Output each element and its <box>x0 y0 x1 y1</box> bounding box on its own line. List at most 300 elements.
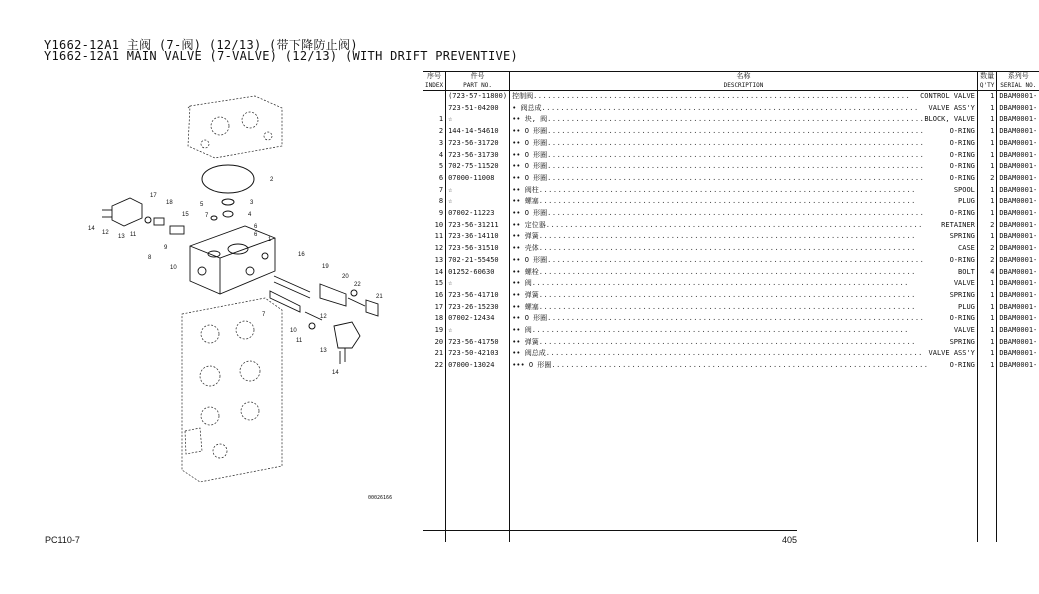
row-description <box>510 302 978 314</box>
table-row <box>423 360 1039 372</box>
row-part-number: ☆ <box>446 196 510 208</box>
row-description <box>510 243 978 255</box>
row-index: 17 <box>423 302 446 314</box>
row-serial-number: DBAM0001- <box>999 209 1038 218</box>
leader-dots <box>539 290 950 302</box>
row-index: 11 <box>423 231 446 243</box>
table-row <box>423 185 1039 197</box>
table-row <box>423 161 1039 173</box>
row-index: 14 <box>423 267 446 279</box>
callout-label: 2 <box>270 177 274 183</box>
row-index: 20 <box>423 337 446 349</box>
row-description <box>510 103 978 115</box>
row-part-number: 723-51-04200 <box>446 103 510 115</box>
row-part-number: 723-56-31730 <box>446 150 510 162</box>
row-description <box>510 290 978 302</box>
table-row <box>423 267 1039 279</box>
row-name-en: O-RING <box>949 255 975 264</box>
description-wrap <box>512 185 975 197</box>
callout-label: 10 <box>290 328 297 334</box>
header-desc-cn: 名称 <box>736 72 751 80</box>
callout-label: 1 <box>268 237 272 243</box>
header-quantity <box>977 72 996 91</box>
row-index: 1 <box>423 114 446 126</box>
row-description <box>510 208 978 220</box>
row-serial-number: DBAM0001- <box>999 255 1038 264</box>
row-name-en: VALVE ASS'Y <box>928 103 975 112</box>
description-wrap <box>512 161 975 173</box>
row-quantity: 1 <box>977 231 996 243</box>
row-name-cn: •• 块, 阀 <box>512 115 548 124</box>
row-description <box>510 278 978 290</box>
row-name-cn: •• 壳体 <box>512 244 539 253</box>
row-description <box>510 348 978 360</box>
row-index: 5 <box>423 161 446 173</box>
leader-dots <box>547 161 949 173</box>
leader-dots <box>539 231 950 243</box>
row-serial-number: DBAM0001- <box>999 138 1038 147</box>
row-index: 2 <box>423 126 446 138</box>
row-quantity: 1 <box>977 103 996 115</box>
leader-dots <box>547 126 949 138</box>
row-description <box>510 360 978 372</box>
row-index: 15 <box>423 278 446 290</box>
header-serial-no <box>997 72 1039 91</box>
row-part-number: 07000-11008 <box>446 173 510 185</box>
leader-dots <box>546 220 941 232</box>
header-serial-en: SERIAL NO. <box>1000 82 1037 89</box>
leader-dots <box>539 243 958 255</box>
row-quantity: 1 <box>977 91 996 103</box>
parts-list-table <box>423 71 1039 542</box>
header-index-en: INDEX <box>425 82 444 89</box>
table-row <box>423 196 1039 208</box>
row-index: 8 <box>423 196 446 208</box>
row-name-en: VALVE ASS'Y <box>928 349 975 358</box>
row-quantity: 1 <box>977 126 996 138</box>
leader-dots <box>539 302 958 314</box>
filler-cell <box>977 372 996 542</box>
row-part-number: ☆ <box>446 185 510 197</box>
leader-dots <box>546 348 929 360</box>
table-row <box>423 243 1039 255</box>
row-serial-number: DBAM0001- <box>999 267 1038 276</box>
description-wrap <box>512 290 975 302</box>
row-serial-number: DBAM0001- <box>999 127 1038 136</box>
callout-label: 14 <box>332 370 339 376</box>
callout-label: 8 <box>148 255 152 261</box>
row-name-en: CASE <box>958 244 975 253</box>
row-index: 16 <box>423 290 446 302</box>
row-description <box>510 138 978 150</box>
row-description <box>510 185 978 197</box>
part-callout-numbers <box>88 177 383 376</box>
upper-ghost-block <box>188 96 282 158</box>
row-description <box>510 161 978 173</box>
callout-label: 7 <box>262 312 266 318</box>
row-name-cn: •• 阀柱 <box>512 185 539 194</box>
table-header-row <box>423 72 1039 91</box>
table-row <box>423 325 1039 337</box>
row-serial-number: DBAM0001- <box>999 326 1038 335</box>
row-part-number: 144-14-54610 <box>446 126 510 138</box>
row-name-en: RETAINER <box>941 220 975 229</box>
row-name-en: SPOOL <box>953 185 975 194</box>
row-part-number: 07002-11223 <box>446 208 510 220</box>
row-name-cn: •• O 形圈 <box>512 127 548 136</box>
header-description <box>510 72 978 91</box>
row-description <box>510 114 978 126</box>
header-index-cn: 序号 <box>427 72 442 80</box>
callout-label: 18 <box>166 200 173 206</box>
callout-label: 14 <box>88 226 95 232</box>
description-wrap <box>512 348 975 360</box>
callout-label: 6 <box>254 232 258 238</box>
leader-dots <box>539 196 958 208</box>
row-name-en: BLOCK, VALVE <box>924 115 975 124</box>
row-serial-number: DBAM0001- <box>999 361 1038 370</box>
model-number: PC110-7 <box>45 535 80 545</box>
row-serial-number: DBAM0001- <box>999 290 1038 299</box>
description-wrap <box>512 126 975 138</box>
row-name-en: VALVE <box>953 279 975 288</box>
callout-label: 19 <box>322 264 329 270</box>
leader-dots <box>539 267 958 279</box>
table-row <box>423 337 1039 349</box>
row-description <box>510 325 978 337</box>
row-quantity: 2 <box>977 220 996 232</box>
row-name-en: O-RING <box>949 173 975 182</box>
row-description <box>510 196 978 208</box>
table-row <box>423 220 1039 232</box>
row-name-en: O-RING <box>949 314 975 323</box>
row-name-cn: •• O 形圈 <box>512 314 548 323</box>
row-quantity: 1 <box>977 348 996 360</box>
row-serial-number: DBAM0001- <box>999 314 1038 323</box>
row-name-en: O-RING <box>949 162 975 171</box>
leader-dots <box>547 313 949 325</box>
row-part-number: 07000-13024 <box>446 360 510 372</box>
leader-dots <box>539 185 954 197</box>
row-quantity: 4 <box>977 267 996 279</box>
leader-dots <box>547 173 949 185</box>
description-wrap <box>512 208 975 220</box>
description-wrap <box>512 313 975 325</box>
row-name-cn: •• 弹簧 <box>512 290 539 299</box>
row-serial-number: DBAM0001- <box>999 337 1038 346</box>
row-quantity: 1 <box>977 325 996 337</box>
row-name-cn: • 阀总成 <box>512 103 542 112</box>
page-number: 405 <box>782 535 798 545</box>
row-description <box>510 313 978 325</box>
header-part-cn: 件号 <box>470 72 485 80</box>
leader-dots <box>547 150 949 162</box>
row-serial-number: DBAM0001- <box>999 150 1038 159</box>
row-quantity: 1 <box>977 337 996 349</box>
row-name-en: O-RING <box>949 127 975 136</box>
row-part-number: 723-56-41710 <box>446 290 510 302</box>
row-part-number: 723-26-15230 <box>446 302 510 314</box>
row-serial-number: DBAM0001- <box>999 162 1038 171</box>
row-quantity: 1 <box>977 360 996 372</box>
exploded-parts-diagram <box>90 86 410 506</box>
row-quantity: 1 <box>977 196 996 208</box>
row-name-cn: •• 阀 <box>512 326 532 335</box>
leader-dots <box>539 337 950 349</box>
leader-dots <box>547 208 949 220</box>
row-serial-number: DBAM0001- <box>999 349 1038 358</box>
callout-label: 5 <box>200 202 204 208</box>
row-name-cn: •• O 形圈 <box>512 255 548 264</box>
row-serial-number: DBAM0001- <box>999 173 1038 182</box>
row-name-cn: •• 螺塞 <box>512 197 539 206</box>
table-row <box>423 114 1039 126</box>
callout-label: 11 <box>296 338 303 344</box>
row-name-cn: •• O 形圈 <box>512 173 548 182</box>
description-wrap <box>512 325 975 337</box>
description-wrap <box>512 231 975 243</box>
description-wrap <box>512 267 975 279</box>
row-description <box>510 91 978 103</box>
row-part-number: 723-56-31211 <box>446 220 510 232</box>
row-quantity: 1 <box>977 208 996 220</box>
row-name-en: BOLT <box>958 267 975 276</box>
table-row <box>423 208 1039 220</box>
valve-block-part <box>190 226 275 294</box>
row-description <box>510 220 978 232</box>
row-part-number: ☆ <box>446 114 510 126</box>
table-row <box>423 302 1039 314</box>
row-part-number: 723-36-14110 <box>446 231 510 243</box>
row-name-cn: •• O 形圈 <box>512 162 548 171</box>
header-part-en: PART NO. <box>463 82 493 89</box>
leader-dots <box>547 114 924 126</box>
callout-label: 7 <box>205 213 209 219</box>
table-row <box>423 231 1039 243</box>
row-index: 4 <box>423 150 446 162</box>
header-qty-en: Q'TY <box>979 82 995 89</box>
row-index <box>423 103 446 115</box>
header-serial-cn: 系列号 <box>1007 72 1029 80</box>
callout-label: 10 <box>170 265 177 271</box>
leader-dots <box>532 278 954 290</box>
row-index: 7 <box>423 185 446 197</box>
description-wrap <box>512 302 975 314</box>
row-quantity: 1 <box>977 278 996 290</box>
description-wrap <box>512 138 975 150</box>
filler-cell <box>446 372 510 542</box>
row-quantity: 1 <box>977 313 996 325</box>
row-name-cn: •• 阀 <box>512 279 532 288</box>
row-name-en: PLUG <box>958 302 975 311</box>
table-row <box>423 348 1039 360</box>
row-name-en: O-RING <box>949 138 975 147</box>
row-quantity: 1 <box>977 302 996 314</box>
row-index: 9 <box>423 208 446 220</box>
row-name-cn: •• 弹簧 <box>512 232 539 241</box>
row-serial-number: DBAM0001- <box>999 92 1038 100</box>
callout-label: 13 <box>118 234 125 240</box>
row-index: 10 <box>423 220 446 232</box>
description-wrap <box>512 196 975 208</box>
leader-dots <box>547 255 949 267</box>
row-quantity: 2 <box>977 255 996 267</box>
table-row <box>423 126 1039 138</box>
description-wrap <box>512 173 975 185</box>
row-name-en: SPRING <box>949 290 975 299</box>
row-description <box>510 337 978 349</box>
lower-ghost-block <box>182 298 282 482</box>
header-part-no <box>446 72 510 91</box>
filler-cell <box>423 372 446 542</box>
row-name-en: O-RING <box>949 361 975 370</box>
row-name-en: O-RING <box>949 209 975 218</box>
header-desc-en: DESCRIPTION <box>723 82 764 89</box>
row-description <box>510 267 978 279</box>
header-qty-cn: 数量 <box>980 72 995 80</box>
table-row <box>423 255 1039 267</box>
callout-label: 12 <box>102 230 109 236</box>
table-row <box>423 278 1039 290</box>
row-name-en: PLUG <box>958 197 975 206</box>
row-serial-number: DBAM0001- <box>999 115 1038 124</box>
callout-label: 16 <box>298 252 305 258</box>
row-quantity: 1 <box>977 114 996 126</box>
row-serial-number: DBAM0001- <box>999 185 1038 194</box>
description-wrap <box>512 243 975 255</box>
row-quantity: 1 <box>977 150 996 162</box>
callout-label: 6 <box>254 224 258 230</box>
row-description <box>510 150 978 162</box>
row-index: 6 <box>423 173 446 185</box>
row-part-number: 702-21-55450 <box>446 255 510 267</box>
row-name-cn: ••• O 形圈 <box>512 361 552 370</box>
description-wrap <box>512 360 975 372</box>
row-quantity: 1 <box>977 290 996 302</box>
description-wrap <box>512 278 975 290</box>
row-part-number: ☆ <box>446 325 510 337</box>
row-part-number: 723-50-42103 <box>446 348 510 360</box>
row-index: 13 <box>423 255 446 267</box>
row-quantity: 1 <box>977 138 996 150</box>
callout-label: 15 <box>182 212 189 218</box>
row-description <box>510 173 978 185</box>
row-serial-number: DBAM0001- <box>999 232 1038 241</box>
table-row <box>423 150 1039 162</box>
row-index: 18 <box>423 313 446 325</box>
row-description <box>510 231 978 243</box>
description-wrap <box>512 337 975 349</box>
row-name-cn: •• O 形圈 <box>512 150 548 159</box>
description-wrap <box>512 103 975 115</box>
callout-label: 3 <box>250 200 254 206</box>
row-name-en: O-RING <box>949 150 975 159</box>
row-index: 3 <box>423 138 446 150</box>
figure-id: 00026166 <box>368 495 393 501</box>
callout-label: 9 <box>164 245 168 251</box>
page-title-english: Y1662-12A1 MAIN VALVE (7-VALVE) (12/13) (WITH DRIFT PREVENTIVE) <box>44 49 519 63</box>
callout-label: 22 <box>354 282 361 288</box>
table-filler-row <box>423 372 1039 542</box>
row-serial-number: DBAM0001- <box>999 103 1038 112</box>
row-index: 12 <box>423 243 446 255</box>
parts-list-body <box>423 91 1039 542</box>
leader-dots <box>542 103 929 115</box>
leader-dots <box>547 138 949 150</box>
row-name-en: CONTROL VALVE <box>920 92 975 100</box>
callout-label: 21 <box>376 294 383 300</box>
row-quantity: 1 <box>977 161 996 173</box>
row-name-cn: •• O 形圈 <box>512 209 548 218</box>
row-part-number: 702-75-11520 <box>446 161 510 173</box>
row-index: 22 <box>423 360 446 372</box>
page-title-chinese: Y1662-12A1 主阀 (7-阀) (12/13) (带下降防止阀) <box>44 38 358 52</box>
leader-dots <box>533 91 920 103</box>
row-index: 21 <box>423 348 446 360</box>
row-part-number: 01252-60630 <box>446 267 510 279</box>
row-name-cn: •• 螺塞 <box>512 302 539 311</box>
row-name-cn: •• 螺栓 <box>512 267 539 276</box>
row-quantity: 1 <box>977 185 996 197</box>
row-quantity: 2 <box>977 173 996 185</box>
table-row <box>423 103 1039 115</box>
table-row <box>423 173 1039 185</box>
row-part-number: 723-56-31510 <box>446 243 510 255</box>
callout-label: 17 <box>150 193 157 199</box>
row-part-number: (723-57-11800) <box>446 91 510 103</box>
description-wrap <box>512 220 975 232</box>
filler-cell <box>510 372 978 542</box>
callout-label: 12 <box>320 314 327 320</box>
leader-dots <box>551 360 949 372</box>
filler-cell <box>997 372 1039 542</box>
row-name-cn: •• 定位器 <box>512 220 546 229</box>
description-wrap <box>512 114 975 126</box>
row-name-en: SPRING <box>949 232 975 241</box>
callout-label: 13 <box>320 348 327 354</box>
table-row <box>423 91 1039 103</box>
table-row <box>423 313 1039 325</box>
row-part-number: 723-56-41750 <box>446 337 510 349</box>
row-serial-number: DBAM0001- <box>999 302 1038 311</box>
description-wrap <box>512 150 975 162</box>
table-row <box>423 138 1039 150</box>
row-part-number: 07002-12434 <box>446 313 510 325</box>
leader-dots <box>532 325 954 337</box>
row-part-number: ☆ <box>446 278 510 290</box>
callout-label: 11 <box>130 232 137 238</box>
row-description <box>510 126 978 138</box>
description-wrap <box>512 91 975 103</box>
row-serial-number: DBAM0001- <box>999 197 1038 206</box>
row-description <box>510 255 978 267</box>
row-name-en: SPRING <box>949 337 975 346</box>
table-row <box>423 290 1039 302</box>
row-index: 19 <box>423 325 446 337</box>
header-index <box>423 72 446 91</box>
row-serial-number: DBAM0001- <box>999 244 1038 253</box>
row-serial-number: DBAM0001- <box>999 220 1038 229</box>
row-serial-number: DBAM0001- <box>999 279 1038 288</box>
row-part-number: 723-56-31720 <box>446 138 510 150</box>
plug-and-valve-parts <box>102 198 378 364</box>
callout-label: 20 <box>342 274 349 280</box>
row-quantity: 2 <box>977 243 996 255</box>
row-name-cn: •• 弹簧 <box>512 337 539 346</box>
row-name-cn: •• O 形圈 <box>512 138 548 147</box>
row-name-cn: •• 阀总成 <box>512 349 546 358</box>
description-wrap <box>512 255 975 267</box>
